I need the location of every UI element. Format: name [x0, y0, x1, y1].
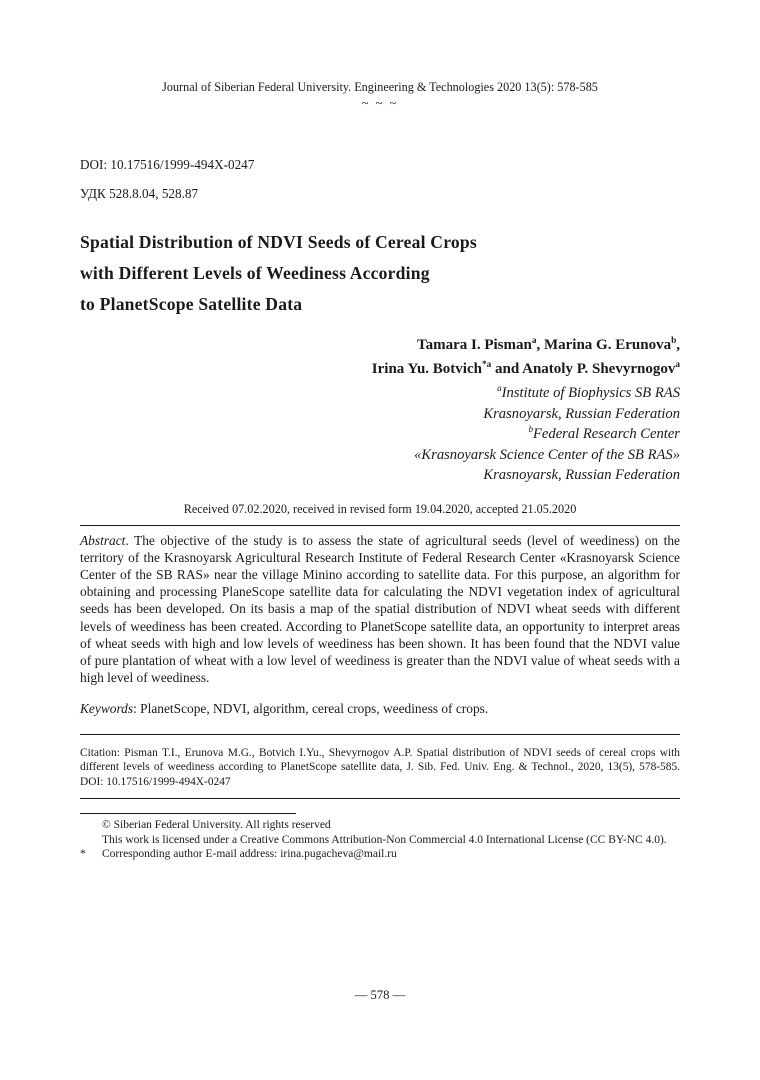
separator-rule-keywords	[80, 734, 680, 735]
author-name: Tamara I. Pisman	[416, 337, 532, 353]
article-title	[80, 227, 680, 320]
author-name: Anatoly P. Shevyrnogov	[522, 361, 676, 377]
udk-line: УДК 528.8.04, 528.87	[80, 186, 199, 201]
affiliation-line	[80, 445, 680, 466]
author-affil-mark: a	[675, 360, 680, 370]
abstract-text: . The objective of the study is to assess the state of agricultural seeds (level of weediness) on the territory of the Krasnoyarsk Agricultural Research Institute of Federal Research Center «Krasnoyarsk Science Center of the SB RAS» near the village Minino according to satellite data. For this purpose, an algorithm for obtaining and processing PlaneScope satellite data for calculating the NDVI vegetation index of agricultural seeds has been developed. On its basis a map of the spatial distribution of NDVI wheat seeds with different levels of weediness has been created. According to PlanetScope satellite data, an opportunity to interpret areas of wheat seeds with high and low levels of weediness has been shown. It has been found that the NDVI value of pure plantation of wheat with a low level of weediness is greater than the NDVI value of wheat seeds with a high level of weediness.	[80, 532, 680, 686]
article-title-line-3: to PlanetScope Satellite Data	[80, 294, 303, 314]
author-affil-mark: *a	[481, 360, 492, 370]
author-separator: and	[491, 361, 523, 377]
affiliation-text: Federal Research Center	[533, 426, 680, 442]
author-name: Marina G. Erunova	[543, 337, 672, 353]
author-affil-mark: b	[671, 336, 677, 346]
affiliations-block	[80, 383, 680, 486]
affiliation-text: «Krasnoyarsk Science Center of the SB RAS»	[414, 446, 680, 463]
page-number: — 578 —	[354, 988, 406, 1002]
journal-header: Journal of Siberian Federal University. Engineering & Technologies 2020 13(5): 578-585	[162, 80, 598, 94]
affiliation-line	[80, 383, 680, 404]
affiliation-line	[80, 424, 680, 445]
article-title-line-1: Spatial Distribution of NDVI Seeds of Cereal Crops	[80, 232, 477, 252]
keywords-paragraph	[80, 700, 680, 717]
affiliation-text: Krasnoyarsk, Russian Federation	[483, 467, 680, 483]
author-separator: ,	[536, 337, 544, 353]
corresponding-author-text: Corresponding author E-mail address: irina.pugacheva@mail.ru	[102, 847, 397, 860]
corresponding-author-line	[80, 847, 680, 861]
keywords-text: : PlanetScope, NDVI, algorithm, cereal crops, weediness of crops.	[133, 701, 489, 717]
doi-line: DOI: 10.17516/1999-494X-0247	[80, 157, 255, 172]
authors-line-2	[80, 357, 680, 381]
article-title-line-2: with Different Levels of Weediness According	[80, 263, 430, 283]
affiliation-mark: b	[528, 424, 534, 435]
abstract-paragraph	[80, 532, 680, 687]
footnote-block	[80, 818, 680, 861]
affiliation-text: Krasnoyarsk, Russian Federation	[483, 405, 680, 422]
copyright-line: © Siberian Federal University. All rights reserved	[102, 819, 331, 832]
citation-paragraph: Citation: Pisman T.I., Erunova M.G., Botvich I.Yu., Shevyrnogov A.P. Spatial distribution of NDVI seeds of cereal crops with different levels of weediness according to PlanetScope satellite data, J. Sib. Fed. Univ. Eng. & Technol., 2020, 13(5), 578-585. DOI: 10.17516/1999-494X-0247	[80, 746, 680, 788]
authors-line-1	[80, 333, 680, 357]
separator-rule-citation	[80, 798, 680, 799]
received-dates-line: Received 07.02.2020, received in revised form 19.04.2020, accepted 21.05.2020	[183, 501, 577, 516]
keywords-label: Keywords	[80, 701, 134, 717]
author-name: Irina Yu. Botvich	[371, 361, 482, 377]
header-tilde-ornament: ~ ~ ~	[361, 96, 399, 110]
separator-rule-top	[80, 525, 680, 526]
affiliation-mark: a	[497, 383, 502, 394]
footnote-separator-rule	[80, 813, 296, 814]
license-line: This work is licensed under a Creative Commons Attribution-Non Commercial 4.0 International License (CC BY-NC 4.0).	[102, 833, 667, 846]
authors-block	[80, 333, 680, 381]
abstract-label: Abstract	[80, 532, 126, 548]
affiliation-text: Institute of Biophysics SB RAS	[501, 385, 680, 401]
author-affil-mark: a	[531, 336, 537, 346]
author-separator: ,	[676, 337, 680, 353]
affiliation-line	[80, 404, 680, 425]
affiliation-line	[80, 465, 680, 486]
corresponding-author-marker: *	[80, 847, 86, 860]
